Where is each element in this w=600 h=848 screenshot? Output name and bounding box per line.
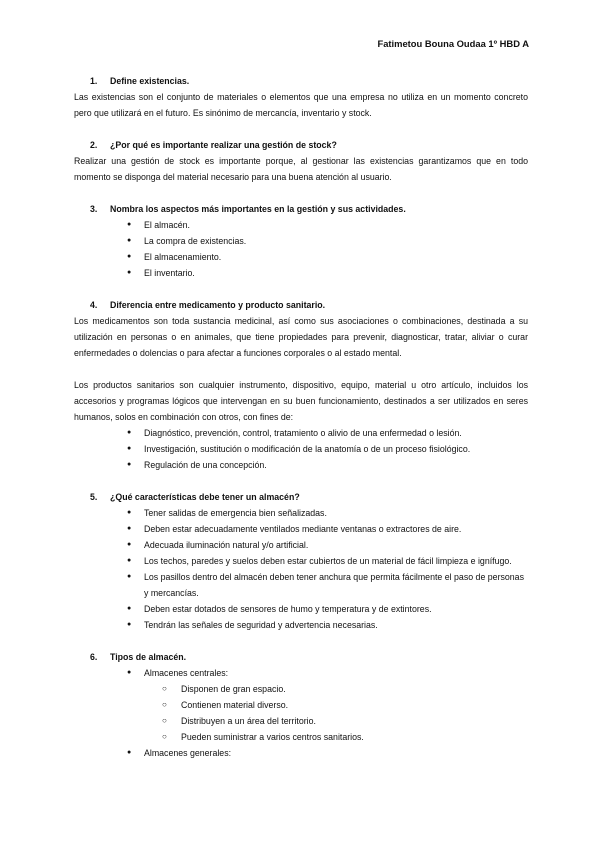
answer-4-medicamento-text: Los medicamentos son toda sustancia medicinal, así como sus asociaciones o combinaciones, destinada a su utilización en personas o en animales, que tiene propiedades para prevenir, diagnosticar, tratar, aliviar o curar enfermedades o dolencias o para afectar a funciones corporales o al estado mental.	[74, 316, 528, 358]
question-5-title: 5. ¿Qué características debe tener un almacén?	[90, 492, 300, 502]
list-item: ● Diagnóstico, prevención, control, tratamiento o alivio de una enfermedad o lesión.	[74, 425, 528, 441]
list-item: ● Tendrán las señales de seguridad y advertencia necesarias.	[74, 617, 528, 633]
list-item: ● Deben estar dotados de sensores de humo y temperatura y de extintores.	[74, 601, 528, 617]
list-item: ● Tener salidas de emergencia bien señalizadas.	[74, 505, 528, 521]
question-1-title: 1. Define existencias.	[90, 76, 190, 86]
question-2-title: 2. ¿Por qué es importante realizar una gestión de stock?	[90, 140, 337, 150]
sublist-item: ○ Disponen de gran espacio.	[74, 681, 528, 697]
central-warehouse-sublist	[74, 681, 528, 745]
list-item: ● El almacenamiento.	[74, 249, 528, 265]
list-item: ● Adecuada iluminación natural y/o artificial.	[74, 537, 528, 553]
list-item: ● La compra de existencias.	[74, 233, 528, 249]
warehouse-types-list	[74, 665, 528, 681]
question-4-title: 4. Diferencia entre medicamento y producto sanitario.	[90, 300, 326, 310]
sublist-item: ○ Distribuyen a un área del territorio.	[74, 713, 528, 729]
document-body	[74, 73, 528, 761]
question-3-title: 3. Nombra los aspectos más importantes en la gestión y sus actividades.	[90, 204, 406, 214]
sublist-item: ○ Contienen material diverso.	[74, 697, 528, 713]
aspects-list	[74, 217, 528, 281]
list-item: ● Almacenes generales:	[74, 745, 528, 761]
list-item: ● Regulación de una concepción.	[74, 457, 528, 473]
list-item: ● Los techos, paredes y suelos deben estar cubiertos de un material de fácil limpieza e ignífugo.	[74, 553, 528, 569]
question-6-title: 6. Tipos de almacén.	[90, 652, 187, 662]
sublist-item: ○ Pueden suministrar a varios centros sanitarios.	[74, 729, 528, 745]
answer-2-text: Realizar una gestión de stock es importante porque, al gestionar las existencias garantizamos que en todo momento se disponga del material necesario para una buena atención al usuario.	[74, 156, 528, 182]
author-header: Fatimetou Bouna Oudaa 1º HBD A	[377, 38, 529, 49]
list-item: ● Almacenes centrales:	[74, 665, 528, 681]
fines-list	[74, 425, 528, 473]
warehouse-types-list-cont	[74, 745, 528, 761]
list-item: ● Investigación, sustitución o modificación de la anatomía o de un proceso fisiológico.	[74, 441, 528, 457]
list-item: ● El almacén.	[74, 217, 528, 233]
warehouse-features-list	[74, 505, 528, 633]
answer-1-text: Las existencias son el conjunto de materiales o elementos que una empresa no utiliza en un momento concreto pero que utilizará en el futuro. Es sinónimo de mercancía, inventario y stock.	[74, 92, 528, 118]
answer-4-producto-text: Los productos sanitarios son cualquier instrumento, dispositivo, equipo, material u otro artículo, incluidos los accesorios y programas lógicos que intervengan en su buen funcionamiento, destinados a ser utilizados en seres humanos, solos en combinación con otros, con fines de:	[74, 380, 528, 422]
list-item: ● El inventario.	[74, 265, 528, 281]
list-item: ● Deben estar adecuadamente ventilados mediante ventanas o extractores de aire.	[74, 521, 528, 537]
list-item: ● Los pasillos dentro del almacén deben tener anchura que permita fácilmente el paso de personas y mercancías.	[74, 569, 528, 601]
